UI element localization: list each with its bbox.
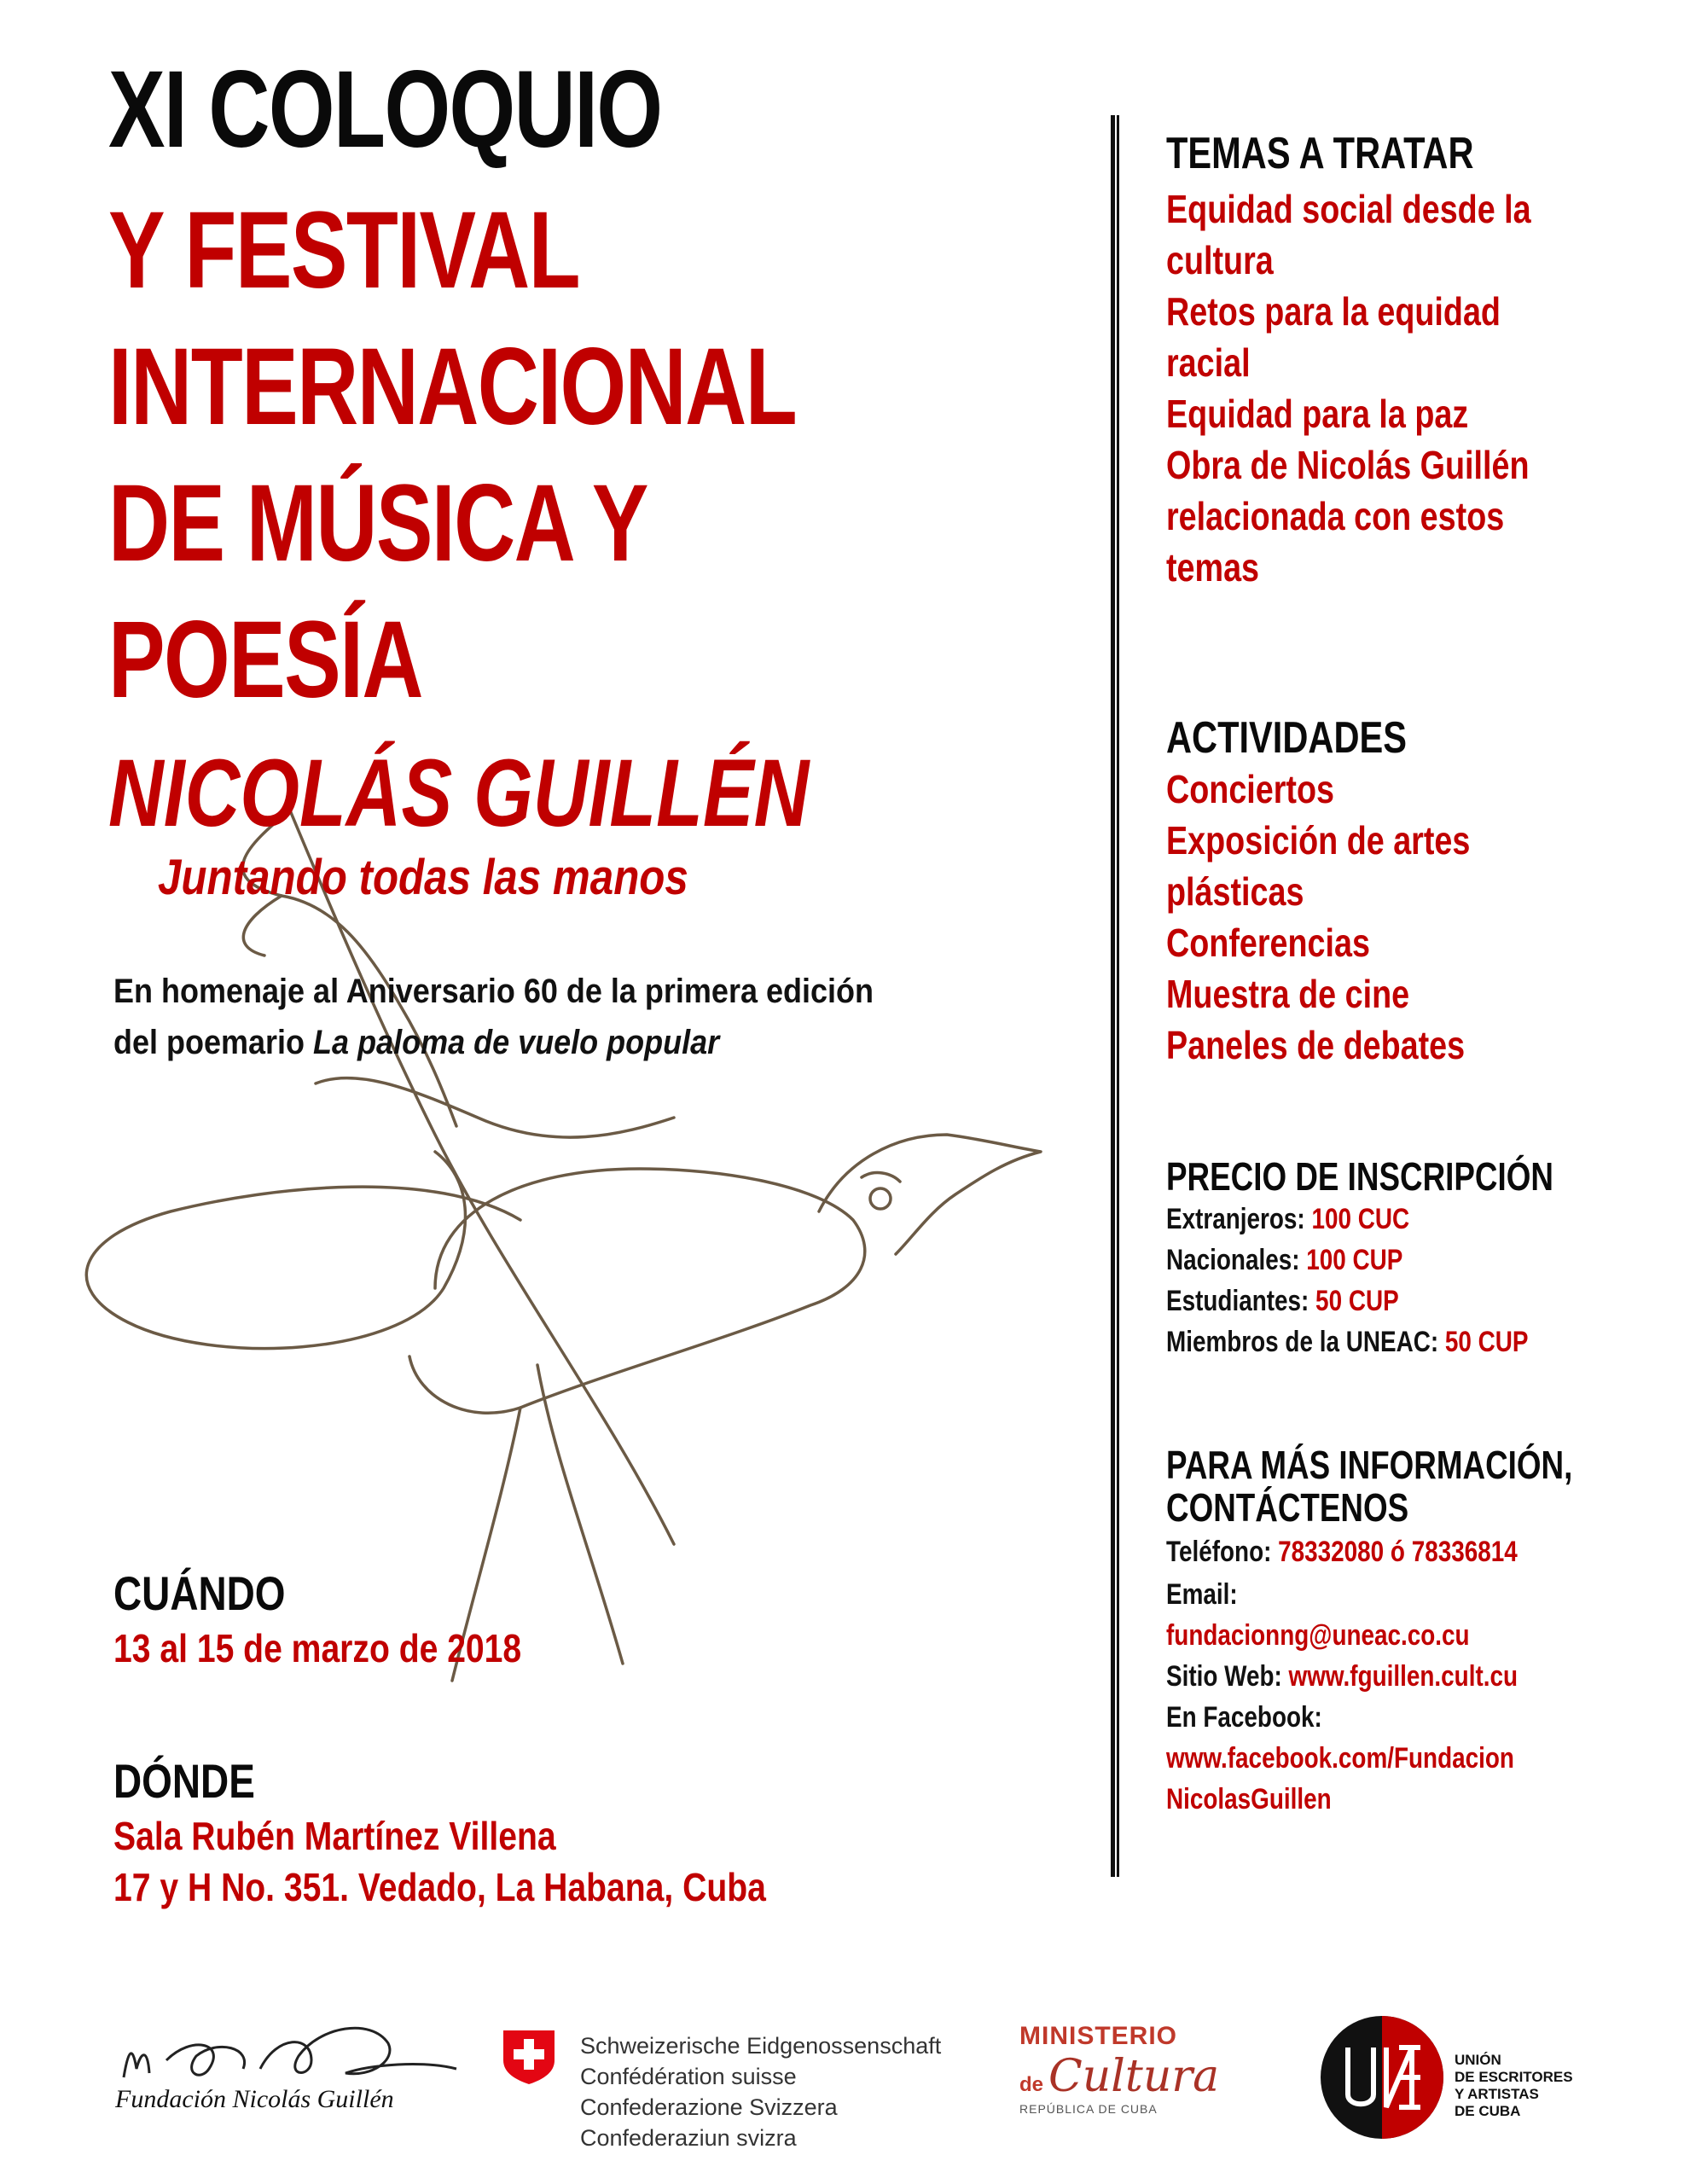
activities-heading: ACTIVIDADES: [1166, 713, 1407, 763]
ministerio-top: MINISTERIO: [1019, 2022, 1178, 2050]
when-date: 13 al 15 de marzo de 2018: [113, 1626, 522, 1670]
topic-line: Obra de Nicolás Guillén: [1166, 443, 1530, 487]
swiss-shield-icon: [499, 2026, 559, 2086]
facebook-label: En Facebook:: [1166, 1701, 1322, 1734]
topic-line: cultura: [1166, 238, 1274, 282]
topic-line: Retos para la equidad: [1166, 289, 1501, 334]
price-row: Extranjeros: 100 CUC: [1166, 1203, 1410, 1235]
contact-heading-1: PARA MÁS INFORMACIÓN,: [1166, 1443, 1573, 1487]
fundacion-logo: [115, 2009, 465, 2111]
where-address: 17 y H No. 351. Vedado, La Habana, Cuba: [113, 1865, 766, 1909]
uneac-line: Y ARTISTAS: [1455, 2086, 1539, 2102]
motto: Juntando todas las manos: [158, 850, 688, 905]
facebook-link-1[interactable]: www.facebook.com/Fundacion: [1166, 1742, 1514, 1774]
uneac-emblem: [1318, 2013, 1446, 2141]
ministerio-script: Cultura: [1048, 2051, 1220, 2102]
swiss-text: [580, 2030, 941, 2153]
uneac-emblem-icon: [1318, 2013, 1446, 2141]
facebook-link-2[interactable]: NicolasGuillen: [1166, 1783, 1332, 1815]
poet-name: NICOLÁS GUILLÉN: [108, 740, 810, 846]
dove-sketch-illustration: [77, 810, 1058, 1689]
phone-row: Teléfono: 78332080 ó 78336814: [1166, 1536, 1518, 1568]
fundacion-name: Fundación Nicolás Guillén: [115, 2085, 394, 2113]
title-line-1: XI COLOQUIO: [108, 49, 662, 171]
title-line-2: Y FESTIVAL: [108, 189, 580, 311]
activity-line: Exposición de artes: [1166, 818, 1471, 863]
swiss-line: Schweizerische Eidgenossenschaft: [580, 2033, 942, 2059]
price-row: Estudiantes: 50 CUP: [1166, 1285, 1399, 1317]
topics-heading: TEMAS A TRATAR: [1166, 129, 1474, 178]
activity-line: Conferencias: [1166, 921, 1370, 965]
homage-line-1: En homenaje al Aniversario 60 de la primera edición: [113, 973, 874, 1010]
email-label: Email:: [1166, 1578, 1238, 1611]
topic-line: relacionada con estos: [1166, 494, 1505, 538]
title-line-4: DE MÚSICA Y: [108, 462, 647, 584]
ministerio-bottom: REPÚBLICA DE CUBA: [1019, 2102, 1158, 2116]
uneac-line: DE ESCRITORES: [1455, 2069, 1573, 2085]
swiss-line: Confédération suisse: [580, 2064, 797, 2089]
topic-line: Equidad para la paz: [1166, 392, 1469, 436]
where-venue: Sala Rubén Martínez Villena: [113, 1814, 556, 1858]
homage-line-2: [113, 1024, 719, 1062]
swiss-line: Confederaziun svizra: [580, 2125, 797, 2151]
when-heading: CUÁNDO: [113, 1566, 286, 1620]
swiss-flag-logo: [499, 2026, 559, 2086]
title-line-5: POESÍA: [108, 599, 422, 721]
vertical-divider: [1111, 115, 1119, 1877]
contact-heading-2: CONTÁCTENOS: [1166, 1485, 1409, 1530]
activity-line: Conciertos: [1166, 767, 1335, 811]
swiss-line: Confederazione Svizzera: [580, 2094, 838, 2120]
email-link[interactable]: fundacionng@uneac.co.cu: [1166, 1619, 1470, 1652]
activity-line: Paneles de debates: [1166, 1023, 1466, 1067]
uneac-line: DE CUBA: [1455, 2103, 1521, 2119]
ministerio-cultura-logo: [1019, 2022, 1275, 2124]
uneac-line: UNIÓN: [1455, 2052, 1501, 2068]
signature-icon: [115, 2009, 465, 2086]
website-row[interactable]: Sitio Web: www.fguillen.cult.cu: [1166, 1660, 1519, 1693]
ministerio-de: de: [1019, 2073, 1044, 2096]
title-line-3: INTERNACIONAL: [108, 326, 797, 448]
topic-line: racial: [1166, 340, 1251, 385]
homage-prefix: del poemario: [113, 1024, 314, 1061]
topic-line: Equidad social desde la: [1166, 187, 1531, 231]
price-row: Miembros de la UNEAC: 50 CUP: [1166, 1326, 1529, 1358]
activity-line: plásticas: [1166, 869, 1304, 914]
topic-line: temas: [1166, 545, 1260, 590]
activity-line: Muestra de cine: [1166, 972, 1410, 1016]
pricing-heading: PRECIO DE INSCRIPCIÓN: [1166, 1154, 1553, 1199]
uneac-text: [1455, 2052, 1573, 2120]
price-row: Nacionales: 100 CUP: [1166, 1244, 1403, 1276]
book-title: La paloma de vuelo popular: [313, 1024, 720, 1061]
where-heading: DÓNDE: [113, 1754, 255, 1808]
